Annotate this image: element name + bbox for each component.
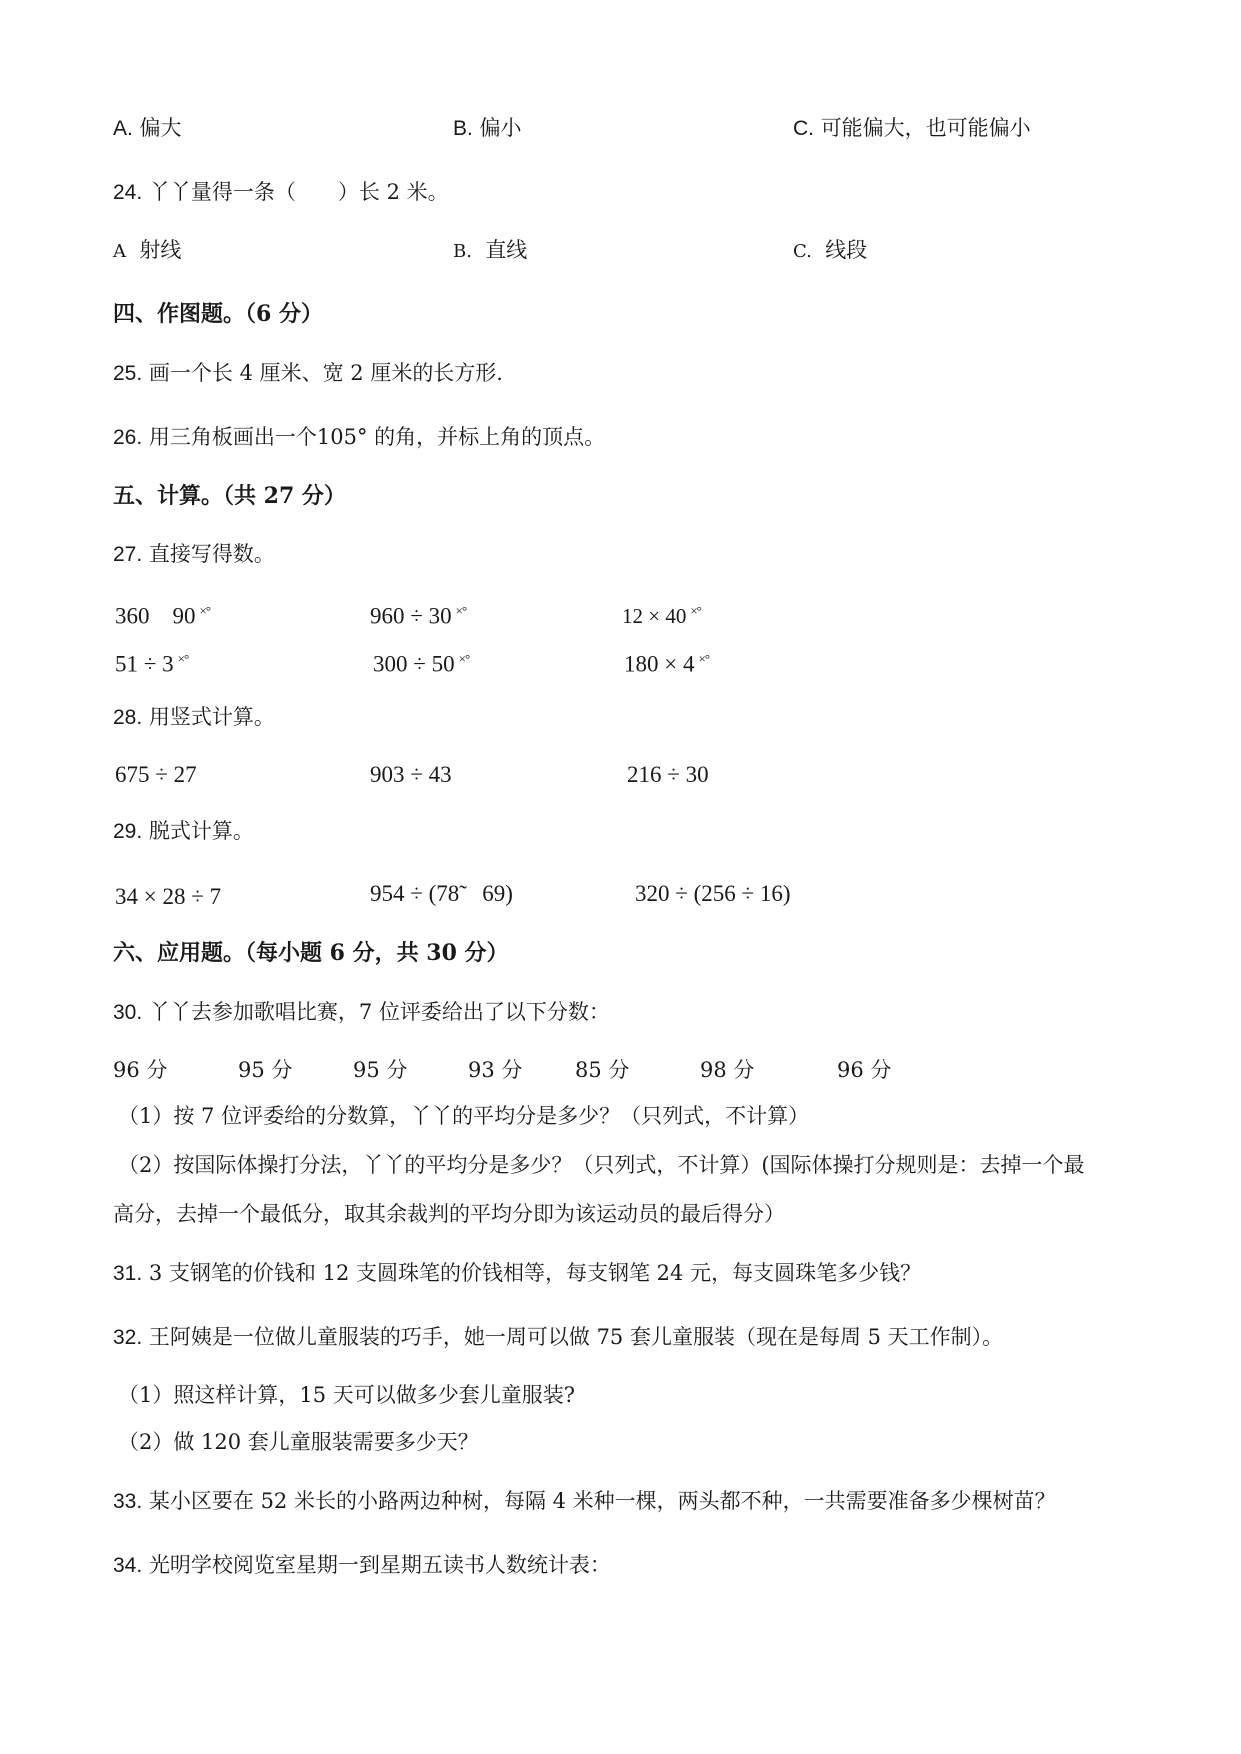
- option-label: C.: [793, 117, 814, 140]
- question-number: 34.: [113, 1554, 143, 1577]
- answer-mark: ×°: [698, 651, 710, 666]
- question-26: [113, 423, 605, 452]
- section-5-title: 五、计算。（共 27 分）: [113, 483, 346, 509]
- question-number: 33.: [113, 1490, 143, 1513]
- q23-option-a: [113, 114, 182, 143]
- score-item: 96 分: [837, 1058, 892, 1082]
- q23-option-b: [453, 114, 522, 143]
- expression: 180 × 4: [624, 651, 695, 677]
- score-item: 98 分: [700, 1058, 755, 1082]
- question-text: 用三角板画出一个105° 的角，并标上角的顶点。: [148, 425, 606, 449]
- expression: 960 ÷ 30: [370, 603, 452, 629]
- question-30: [113, 998, 610, 1027]
- q29-item-1: 34 × 28 ÷ 7: [115, 884, 222, 909]
- q32-sub-question-1: （1）照这样计算，15 天可以做多少套儿童服装?: [118, 1383, 576, 1407]
- q28-item-2: 903 ÷ 43: [370, 762, 452, 787]
- q30-sub-question-2-line-1: （2）按国际体操打分法，丫丫的平均分是多少？（只列式，不计算）(国际体操打分规则是：去掉一个最: [118, 1153, 1085, 1177]
- q28-item-1: 675 ÷ 27: [115, 762, 197, 787]
- q29-item-2: 954 ÷ (78̃ 69): [370, 881, 513, 906]
- q32-sub-question-2: （2）做 120 套儿童服装需要多少天？: [118, 1430, 479, 1454]
- question-32: [113, 1323, 1003, 1352]
- q27-item-2: [370, 597, 466, 631]
- q24-option-c: [793, 236, 867, 266]
- q27-item-6: [624, 645, 709, 679]
- question-34: [113, 1551, 611, 1580]
- q28-item-3: 216 ÷ 30: [627, 762, 709, 787]
- question-number: 29.: [113, 820, 143, 843]
- question-text: 直接写得数。: [148, 542, 275, 566]
- section-6-title: 六、应用题。（每小题 6 分，共 30 分）: [113, 940, 509, 966]
- question-text: 画一个长 4 厘米、宽 2 厘米的长方形.: [148, 361, 503, 385]
- question-text: 某小区要在 52 米长的小路两边种树，每隔 4 米种一棵，两头都不种，一共需要准备多少棵树苗？: [148, 1489, 1056, 1513]
- question-28: [113, 703, 275, 732]
- score-item: 96 分: [113, 1058, 168, 1082]
- option-text: 直线: [485, 238, 528, 262]
- q30-sub-question-2-line-2: 高分，去掉一个最低分，取其余裁判的平均分即为该运动员的最后得分）: [113, 1202, 785, 1226]
- question-number: 26.: [113, 426, 143, 449]
- q27-item-4: [115, 645, 188, 679]
- question-number: 32.: [113, 1326, 143, 1349]
- answer-mark: ×°: [458, 651, 470, 666]
- section-4-title: 四、作图题。（6 分）: [113, 301, 323, 327]
- option-label: B.: [453, 241, 472, 262]
- q23-option-c: [793, 114, 1031, 143]
- question-24: [113, 178, 449, 207]
- q24-option-a: [113, 236, 181, 266]
- question-29: [113, 817, 254, 846]
- expression: 51 ÷ 3: [115, 651, 174, 677]
- q27-item-3: [622, 597, 701, 630]
- option-text: 射线: [139, 238, 182, 262]
- question-text: 3 支钢笔的价钱和 12 支圆珠笔的价钱相等，每支钢笔 24 元，每支圆珠笔多少钱？: [148, 1261, 922, 1285]
- question-text: 王阿姨是一位做儿童服装的巧手，她一周可以做 75 套儿童服装（现在是每周 5 天工作制）。: [148, 1325, 1004, 1349]
- question-number: 27.: [113, 543, 143, 566]
- expression: 300 ÷ 50: [373, 651, 455, 677]
- question-number: 28.: [113, 706, 143, 729]
- expression: 12 × 40: [622, 604, 687, 628]
- option-text: 偏小: [479, 116, 522, 140]
- answer-mark: ×°: [199, 603, 211, 618]
- score-item: 93 分: [468, 1058, 523, 1082]
- question-27: [113, 540, 275, 569]
- question-text: 用竖式计算。: [148, 705, 275, 729]
- option-label: A.: [113, 117, 133, 140]
- option-text: 线段: [825, 238, 868, 262]
- question-text: 光明学校阅览室星期一到星期五读书人数统计表：: [148, 1553, 611, 1577]
- score-item: 85 分: [575, 1058, 630, 1082]
- q24-option-b: [453, 236, 527, 266]
- q27-item-1: [115, 597, 210, 631]
- option-text: 偏大: [139, 116, 182, 140]
- score-item: 95 分: [353, 1058, 408, 1082]
- answer-mark: ×°: [177, 651, 189, 666]
- answer-mark: ×°: [690, 603, 701, 618]
- score-item: 95 分: [238, 1058, 293, 1082]
- question-31: [113, 1259, 921, 1288]
- question-number: 24.: [113, 181, 143, 204]
- question-text: 丫丫去参加歌唱比赛，7 位评委给出了以下分数：: [148, 1000, 610, 1024]
- option-text: 可能偏大，也可能偏小: [820, 116, 1031, 140]
- question-number: 25.: [113, 362, 143, 385]
- q29-item-3: 320 ÷ (256 ÷ 16): [635, 881, 791, 906]
- question-text: 脱式计算。: [148, 819, 254, 843]
- option-label: A: [113, 241, 126, 262]
- q30-sub-question-1: （1）按 7 位评委给的分数算，丫丫的平均分是多少？（只列式，不计算）: [118, 1104, 810, 1128]
- question-25: [113, 359, 503, 388]
- option-label: B.: [453, 117, 473, 140]
- question-text: 丫丫量得一条（ ）长 2 米。: [148, 180, 449, 204]
- expression: 360 90: [115, 603, 196, 629]
- answer-mark: ×°: [455, 603, 467, 618]
- question-number: 30.: [113, 1001, 143, 1024]
- question-number: 31.: [113, 1262, 143, 1285]
- question-33: [113, 1487, 1056, 1516]
- option-label: C.: [793, 241, 812, 262]
- q27-item-5: [373, 645, 469, 679]
